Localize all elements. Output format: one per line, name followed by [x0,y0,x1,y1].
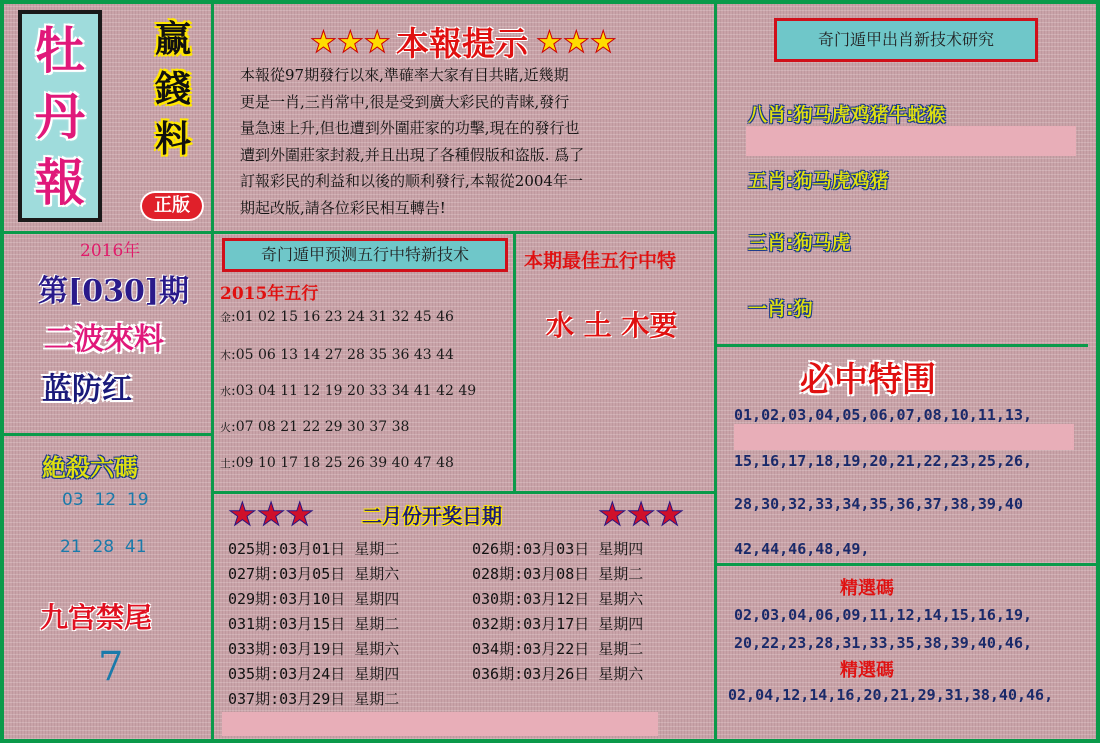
star-icon-group: ★★★ [228,495,315,533]
border-bottom [0,739,1100,743]
divider-h4 [715,344,1088,347]
wuxing-year-title: 2015年五行 [220,284,319,304]
kill6-title: 絶殺六碼 [42,454,138,482]
star-icon-group: ★★★ [536,25,617,60]
wuxing-row: 水:03 04 11 12 19 20 33 34 41 42 49 [220,383,477,399]
logo-char: 牡 [35,21,85,80]
special-line: 42,44,46,48,49, [734,540,870,558]
border-left [0,0,4,743]
wuxing-row: 土:09 10 17 18 25 26 39 40 47 48 [220,455,454,471]
schedule-entry: 033期:03月19日 星期六 [228,640,400,658]
notice-body [240,62,696,221]
border-right [1096,0,1100,743]
zodiac-three: 三肖:狗马虎 [748,232,851,254]
logo-char: 報 [35,153,85,212]
schedule-entry: 034期:03月22日 星期二 [472,640,644,658]
special-line: 15,16,17,18,19,20,21,22,23,25,26, [734,452,1033,470]
highlight-bar [734,424,1074,450]
issue-wave: 二波來料 [44,322,164,357]
wuxing-row: 木:05 06 13 14 27 28 35 36 43 44 [220,347,454,363]
nine-palace-value: 7 [98,644,124,690]
picks-line: 02,04,12,14,16,20,21,29,31,38,40,46, [728,686,1054,704]
special-title: 必中特围 [800,360,936,400]
schedule-entry: 032期:03月17日 星期四 [472,615,644,633]
wuxing-row: 火:07 08 21 22 29 30 37 38 [220,419,410,435]
best-value: 水 土 木要 [546,309,678,342]
divider-v1 [211,0,214,743]
schedule-entry: 029期:03月10日 星期四 [228,590,400,608]
picks-line: 02,03,04,06,09,11,12,14,15,16,19, [734,606,1033,624]
side-title-char: 料 [154,118,191,160]
notice-line: 遭到外圍莊家封殺,并且出現了各種假版和盗版. 爲了 [240,145,585,164]
divider-h5 [715,563,1098,566]
schedule-entry: 036期:03月26日 星期六 [472,665,644,683]
issue-number: 第[030]期 [38,274,190,309]
wuxing-box-title: 奇门遁甲预测五行中特新技术 [222,238,508,272]
schedule-entry: 037期:03月29日 星期二 [228,690,400,708]
divider-h2 [0,433,214,436]
masthead-logo [18,10,102,222]
nine-palace-title: 九宫禁尾 [40,601,153,634]
star-icon-group: ★★★ [598,495,685,533]
highlight-bar [746,126,1076,156]
special-line: 28,30,32,33,34,35,36,37,38,39,40 [734,495,1023,513]
zodiac-one: 一肖:狗 [748,298,813,320]
notice-title: 本報提示 [396,24,528,63]
side-title-char: 赢 [154,18,191,60]
zodiac-five: 五肖:狗马虎鸡猪 [748,170,889,192]
divider-v2 [714,0,717,743]
kill6-row1: 03 12 19 [62,490,149,510]
kill6-row2: 21 28 41 [60,537,147,557]
side-title-char: 錢 [154,68,191,110]
special-line: 01,02,03,04,05,06,07,08,10,11,13, [734,406,1033,424]
zodiac-box-title: 奇门遁甲出肖新技术研究 [774,18,1038,62]
divider-h3 [212,491,716,494]
notice-line: 量急速上升,但也遭到外圍莊家的功擊,現在的發行也 [240,119,580,137]
authentic-badge: 正版 [140,191,204,221]
best-title: 本期最佳五行中特 [524,250,677,272]
picks-title: 精選碼 [840,660,894,681]
issue-year: 2016年 [80,241,141,261]
notice-line: 更是一肖,三肖常中,很是受到廣大彩民的青睐,發行 [240,92,570,111]
schedule-entry: 030期:03月12日 星期六 [472,590,644,608]
divider-h1 [0,231,716,234]
schedule-entry: 035期:03月24日 星期四 [228,665,400,683]
schedule-entry: 025期:03月01日 星期二 [228,540,400,558]
divider-v3 [513,232,516,492]
schedule-entry: 026期:03月03日 星期四 [472,540,644,558]
issue-guard: 蓝防红 [42,372,132,407]
notice-line: 本報從97期發行以來,準確率大家有目共睹,近幾期 [240,66,569,84]
wuxing-row: 金:01 02 15 16 23 24 31 32 45 46 [220,309,454,325]
highlight-bar [222,712,658,736]
schedule-entry: 031期:03月15日 星期二 [228,615,400,633]
picks-line: 20,22,23,28,31,33,35,38,39,40,46, [734,634,1033,652]
star-icon-group: ★★★ [310,25,391,60]
side-title [148,14,198,164]
schedule-entry: 027期:03月05日 星期六 [228,565,400,583]
notice-line: 訂報彩民的利益和以後的顺利發行,本報從2004年一 [240,172,583,190]
schedule-title: 二月份开奖日期 [362,504,502,528]
picks-title: 精選碼 [840,578,894,599]
notice-line: 期起改版,請各位彩民相互轉告! [240,198,446,217]
schedule-entry: 028期:03月08日 星期二 [472,565,644,583]
logo-char: 丹 [35,87,85,146]
zodiac-eight: 八肖:狗马虎鸡猪牛蛇猴 [748,104,946,126]
border-top [0,0,1100,4]
